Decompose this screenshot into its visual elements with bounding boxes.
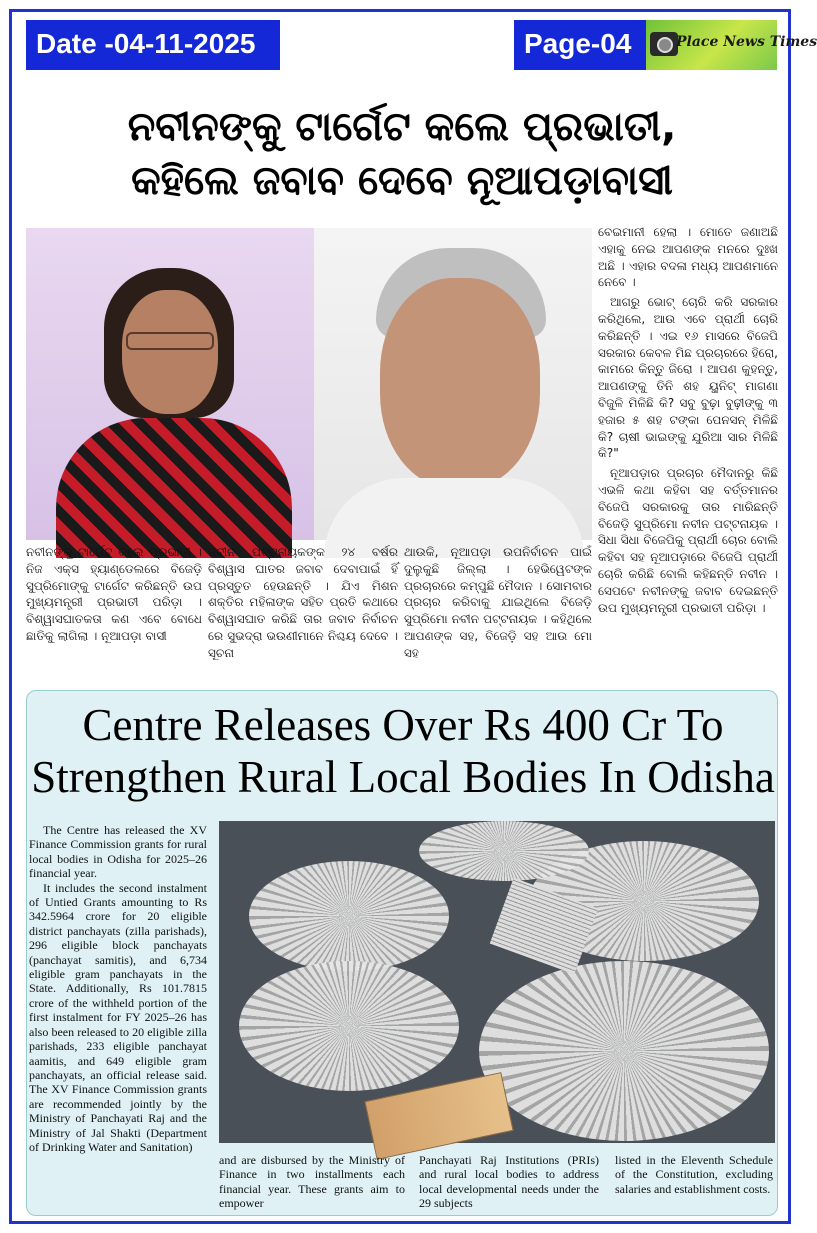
photo-currency-notes: [219, 821, 775, 1143]
odia-column-3: ଥାଉକି, ନୂଆପଡ଼ା ଉପନିର୍ବାଚନ ପାଇଁ ଦୁଲୁକୁଛି ଜିଲ୍ଲା । ହେଭିୱେଟଙ୍କ ପ୍ରଚାରରେ କମ୍ପୁଛି ମୈଦାନ । ସୋମବାର ପ୍ରଚାର କରିବାକୁ ଯାଇଥିଲେ ବିଜେଡ଼ି ସୁପ୍ରିମୋ ନବୀନ ପଟ୍ଟନାୟକ । କହିଥିଲେ ଆପଣଙ୍କ ସହ, ବିଜେଡ଼ି ସହ ଆଉ ମୋ ସହ: [404, 545, 592, 660]
odia-headline-line2: କହିଲେ ଜବାବ ଦେବେ ନୂଆପଡ଼ାବାସୀ: [131, 158, 673, 204]
english-column-1: [29, 823, 207, 1154]
odia-paragraph: ଆଗରୁ ଭୋଟ୍ ଚୋରି କରି ସରକାର କରିଥିଲେ, ଆଉ ଏବେ ପ୍ରାର୍ଥୀ ଚୋରି କରିଛନ୍ତି । ଏଇ ୧୬ ମାସରେ ବିଜେପି ସରକାର କେବଳ ମିଛ ପ୍ରଚାରରେ ହିରୋ, କାମରେ କିନ୍ତୁ ଜିରୋ । ଆପଣ କୁହନ୍ତୁ, ଆପଣଙ୍କୁ ତିନି ଶହ ୟୁନିଟ୍ ମାଗଣା ବିଜୁଳି ମିଳିଛି କି? ସବୁ ବୁଢ଼ା ବୁଢ଼ୀଙ୍କୁ ୩ ହଜାର ୫ ଶହ ଟଙ୍କା ପେନସନ୍ ମିଳିଛି କି? ଚାଷୀ ଭାଇଙ୍କୁ ଯୁରିଆ ସାର ମିଳିଛି କି?": [598, 295, 778, 461]
newspaper-page: [9, 9, 817, 1224]
logo-text: Place News Times: [676, 34, 817, 50]
odia-headline-line1: ନବୀନଙ୍କୁ ଟାର୍ଗେଟ କଲେ ପ୍ରଭାତୀ,: [127, 104, 677, 150]
rural-grants-article: [26, 690, 778, 1216]
camera-icon: [650, 32, 678, 56]
page-number-badge: Page-04: [514, 20, 646, 70]
odia-paragraph: ବେଇମାନୀ ହେଲା । ମୋତେ ଜଣାଅଛି ଏହାକୁ ନେଇ ଆପଣଙ୍କ ମନରେ ଦୁଃଖ ଅଛି । ଏହାର ବଦଳା ମଧ୍ୟ ଆପଣମାନେ ନେବେ ।: [598, 225, 778, 290]
photo-prabhati-parida: [26, 228, 314, 540]
odia-headline: [26, 100, 778, 208]
english-paragraph: The Centre has released the XV Finance Commission grants for rural local bodies in Odisha for 2025–26 financial year.: [29, 823, 207, 881]
photo-naveen-patnaik: [314, 228, 592, 540]
odia-column-4: [598, 224, 778, 619]
odia-column-2: ନବୀନ ପଟ୍ଟନାୟକଙ୍କ ୨୪ ବର୍ଷର ବିଶ୍ୱାସ ଘାତର ଜବାବ ଦେବାପାଇଁ ହିଁ ପ୍ରସ୍ତୁତ ହେଉଛନ୍ତି । ଯିଏ ମିଶନ ଶକ୍ତିର ମହିଳାଙ୍କ ସହିତ ପ୍ରତି କଥାରେ ବିଶ୍ୱାସଘାତ କରିଛି ତାର ଜବାବ ନିର୍ବାଚନ ରେ ସୁଭଦ୍ରା ଭଉଣୀମାନେ ନିଶ୍ଚୟ ଦେବେ । ସୂଚନା: [208, 545, 398, 660]
odia-column-1: ନବୀନଙ୍କୁ ଟାର୍ଗେଟ କଲେ ପ୍ରଭାତୀ । ନିଜ ଏକ୍ସ ହ୍ୟାଣ୍ଡେଲରେ ବିଜେଡ଼ି ସୁପ୍ରିମୋଙ୍କୁ ଟାର୍ଗେଟ କରିଛନ୍ତି ଉପ ମୁଖ୍ୟମନ୍ତ୍ରୀ ପ୍ରଭାତୀ ପରିଡ଼ା । ବିଶ୍ୱାସଘାତକତା କଣ ଏବେ ବୋଧେ ଛାତିକୁ ଲାଗିଲା । ନୂଆପଡ଼ା ବାସୀ: [26, 545, 202, 643]
publication-logo: [646, 20, 817, 70]
date-badge: Date -04-11-2025: [26, 20, 280, 70]
english-headline-line1: Centre Releases Over Rs 400 Cr To: [82, 700, 724, 750]
english-paragraph: It includes the second instalment of Untied Grants amounting to Rs 342.5964 crore for 20 eligible district panchayats (zilla parishads), 296 eligible block panchayats (panchayat samitis), and 6,734 eligible gram panchayats in the State. Additionally, Rs 101.7815 crore of the withheld portion of the first instalment for FY 2025–26 has also been released to 20 eligible zilla parishads, 233 eligible panchayat aamitis, and 649 eligible gram panchayats, an official release said. The XV Finance Commission grants are recommended jointly by the Ministry of Panchayati Raj and the Ministry of Jal Shakti (Department of Drinking Water and Sanitation): [29, 880, 207, 1154]
english-column-3: Panchayati Raj Institutions (PRIs) and rural local bodies to address local developmental needs under the 29 subjects: [419, 1153, 599, 1211]
odia-paragraph: ନୂଆପଡ଼ାର ପ୍ରଚାର ମୈଦାନରୁ କିଛି ଏଭଳି କଥା କହିବା ସହ ବର୍ତ୍ତମାନର ବିଜେପି ସରକାରକୁ ତାର ମାରିଛନ୍ତି ବିଜେଡ଼ି ସୁପ୍ରିମୋ ନବୀନ ପଟ୍ଟନାୟକ । ସିଧା ସିଧା ବିଜେପିକୁ ପ୍ରାର୍ଥୀ ଚୋର ବୋଲି କହିବା ସହ ନୂଆପଡ଼ାରେ ବିଜେପି ପ୍ରାର୍ଥୀ ଚୋରି କରିଛି ବୋଲି କହିଛନ୍ତି ନବୀନ । ସେପଟେ ନବୀନଙ୍କୁ ଜବାବ ଦେଇଛନ୍ତି ଉପ ମୁଖ୍ୟମନ୍ତ୍ରୀ ପ୍ରଭାତୀ ପରିଡ଼ା ।: [598, 466, 778, 615]
english-headline-line2: Strengthen Rural Local Bodies In Odisha: [31, 752, 775, 802]
english-column-4: listed in the Eleventh Schedule of the Constitution, excluding salaries and establishment costs.: [615, 1153, 773, 1196]
english-column-2: and are disbursed by the Ministry of Finance in two installments each financial year. These grants aim to empower: [219, 1153, 405, 1211]
english-headline: [27, 699, 779, 803]
